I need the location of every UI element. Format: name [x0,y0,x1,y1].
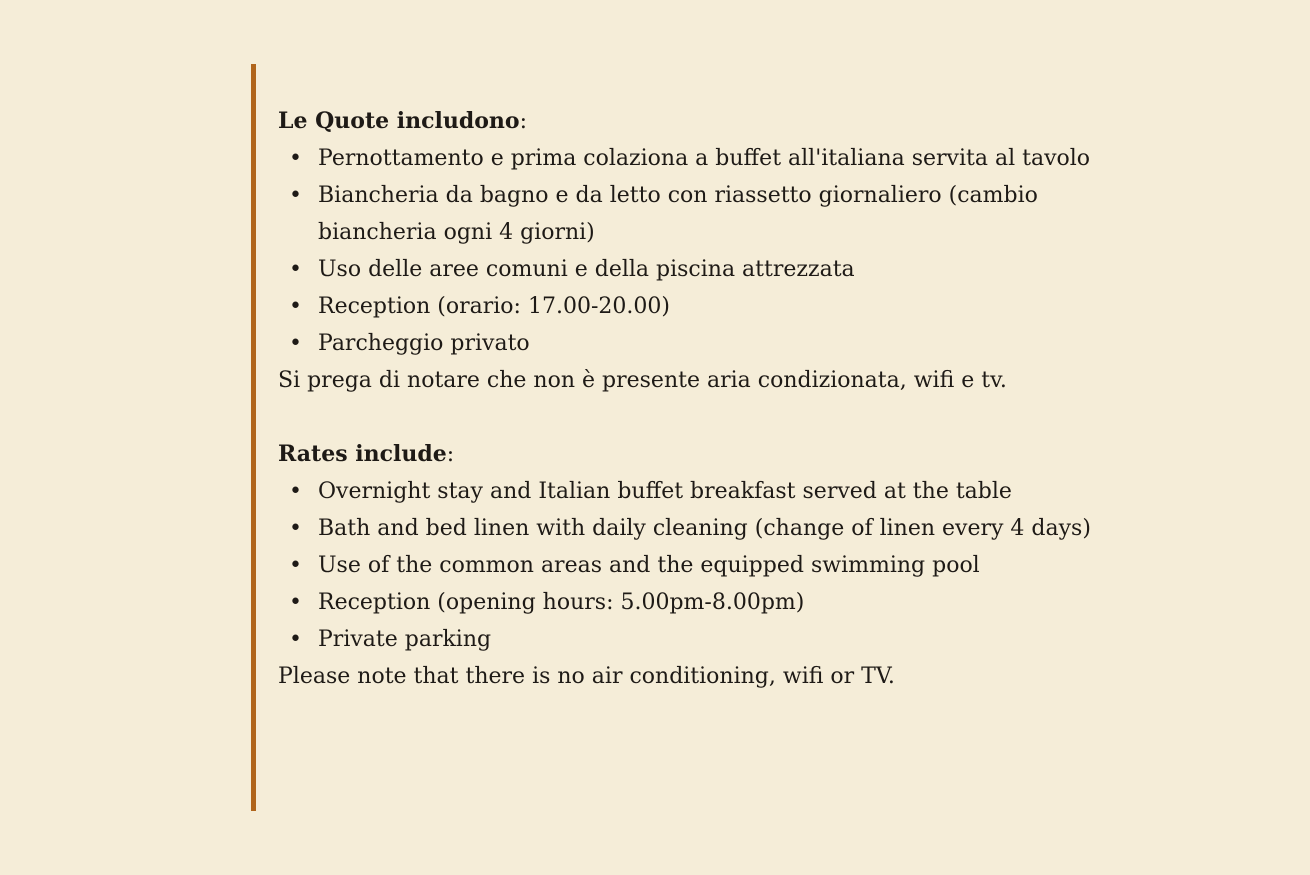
italian-heading-text: Le Quote includono [278,108,520,134]
italian-heading [278,103,1138,140]
list-item-text: Private parking [318,627,492,652]
list-item-text: Bath and bed linen with daily cleaning (change of linen every 4 days) [318,516,1091,541]
bullet-icon: • [289,516,302,541]
italian-note: Si prega di notare che non è presente aria condizionata, wifi e tv. [278,368,1007,393]
list-item [289,510,1138,547]
bullet-icon: • [289,627,302,652]
list-item-text: Pernottamento e prima colaziona a buffet all'italiana servita al tavolo [318,146,1091,171]
italian-heading-colon: : [519,109,528,134]
list-item [289,177,1138,251]
list-item [289,288,1138,325]
list-item-text: Parcheggio privato [318,331,530,356]
list-item-text: Use of the common areas and the equipped swimming pool [318,553,980,578]
bullet-icon: • [289,553,302,578]
italian-inclusions-list [278,140,1138,362]
list-item [289,473,1138,510]
list-item-text: Reception (opening hours: 5.00pm-8.00pm) [318,590,805,615]
accent-bar [251,64,256,811]
bullet-icon: • [289,590,302,615]
english-section [278,436,1138,695]
bullet-icon: • [289,257,302,282]
english-heading-text: Rates include [278,441,447,467]
list-item [289,547,1138,584]
list-item [289,621,1138,658]
bullet-icon: • [289,183,302,208]
list-item [289,140,1138,177]
bullet-icon: • [289,294,302,319]
rates-info-panel [278,103,1138,695]
italian-section [278,103,1138,399]
bullet-icon: • [289,331,302,356]
list-item-text: Uso delle aree comuni e della piscina attrezzata [318,257,855,282]
bullet-icon: • [289,146,302,171]
english-inclusions-list [278,473,1138,658]
list-item [289,325,1138,362]
list-item [289,584,1138,621]
list-item-text: Reception (orario: 17.00-20.00) [318,294,670,319]
list-item-text: Biancheria da bagno e da letto con riassetto giornaliero (cambio biancheria ogni 4 giorni) [318,183,1038,245]
list-item [289,251,1138,288]
bullet-icon: • [289,479,302,504]
english-heading-colon: : [446,442,455,467]
english-note: Please note that there is no air conditioning, wifi or TV. [278,664,895,689]
section-spacer [278,399,1138,436]
list-item-text: Overnight stay and Italian buffet breakfast served at the table [318,479,1012,504]
english-heading [278,436,1138,473]
